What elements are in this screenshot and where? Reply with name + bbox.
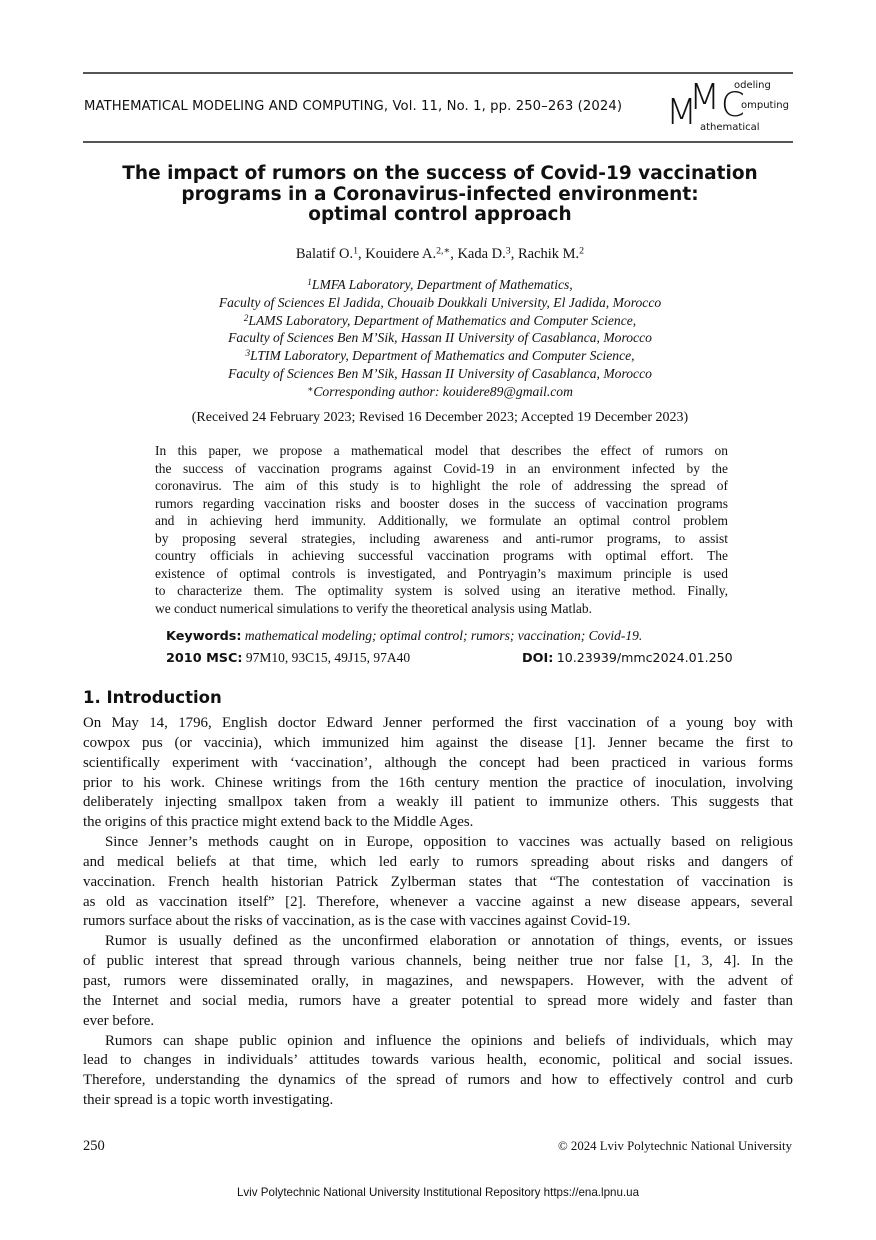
repository-footer: Lviv Polytechnic National University Institutional Repository https://ena.lpnu.ua (236, 1186, 640, 1199)
text-line: scientifically experiment with ‘vaccination’, although the concept had been practiced in various forms (83, 754, 793, 771)
text-line: as old as vaccination itself” [2]. Therefore, whenever a vaccine against a new disease appears, several (83, 893, 793, 910)
logo-word-modeling: odeling (734, 80, 771, 91)
text-line: cowpox pus (or vaccinia), which immunized him against the disease [1]. Jenner became the first to (83, 734, 793, 751)
doi-label: DOI: (522, 651, 554, 666)
keywords-label: Keywords: (166, 629, 242, 644)
author-name: Rachik M. (517, 246, 580, 262)
paragraph (83, 833, 793, 932)
affiliation-line (90, 294, 790, 312)
author-affiliation-mark: 3 (505, 245, 511, 257)
affiliation-text: Faculty of Sciences Ben M’Sik, Hassan II University of Casablanca, Morocco (228, 365, 652, 381)
title-line: The impact of rumors on the success of Covid-19 vaccination (122, 163, 758, 184)
logo-letter-m-modeling: M (689, 77, 721, 118)
affiliation-mark: 2 (243, 312, 249, 323)
text-line: deliberately injecting smallpox taken from a weakly ill patient to immunize others. This suggests that (83, 794, 793, 811)
logo-letter-c-computing: C (721, 85, 745, 125)
journal-logo (664, 78, 794, 138)
author-name: Kada D. (457, 246, 506, 262)
affiliation-text: LTIM Laboratory, Department of Mathematics and Computer Science, (250, 348, 635, 364)
text-line: and medical beliefs at that time, which led early to rumors spreading about risks and dangers of (83, 853, 793, 870)
abstract-line: coronavirus. The aim of this study is to highlight the role of addressing the spread of (155, 478, 728, 494)
logo-word-mathematical: athematical (700, 122, 760, 133)
text-line: their spread is a topic worth investigating. (83, 1092, 334, 1109)
affiliation-line (90, 329, 790, 347)
page-number: 250 (83, 1138, 105, 1154)
msc-codes (166, 650, 410, 666)
author-name: Balatif O. (295, 246, 354, 262)
text-line: lead to changes in individuals’ attitudes towards various health, economic, political and social issues. (83, 1052, 793, 1069)
text-line: the origins of this practice might extend back to the Middle Ages. (83, 814, 474, 831)
affiliation-text: LAMS Laboratory, Department of Mathematics and Computer Science, (248, 312, 637, 328)
journal-citation: MATHEMATICAL MODELING AND COMPUTING, Vol. 11, No. 1, pp. 250–263 (2024) (84, 99, 623, 114)
keywords-value: mathematical modeling; optimal control; rumors; vaccination; Covid-19. (244, 628, 643, 643)
author-affiliation-mark: 2 (579, 245, 585, 257)
abstract-line: country officials in achieving successful vaccination programs with optimal effort. The (155, 548, 728, 564)
corresponding-author (90, 383, 790, 401)
abstract-line: by proposing several strategies, including awareness and anti-rumor programs, to assist (155, 530, 728, 546)
header-rule-top (83, 72, 793, 74)
text-line: the Internet and social media, rumors have a greater potential to spread more widely and faster than (83, 992, 793, 1009)
text-line: rumors surface about the risks of vaccination, as is the case with vaccines against Covid-19. (83, 913, 631, 930)
msc-label: 2010 MSC: (166, 651, 243, 666)
affiliation-line (90, 276, 790, 294)
received-dates: (Received 24 February 2023; Revised 16 December 2023; Accepted 19 December 2023) (191, 410, 689, 425)
affiliation-text: Faculty of Sciences Ben M’Sik, Hassan II University of Casablanca, Morocco (228, 330, 652, 346)
text-line: Rumors can shape public opinion and influence the opinions and beliefs of individuals, which may (105, 1032, 793, 1049)
affiliation-line (90, 365, 790, 383)
affiliation-text: LMFA Laboratory, Department of Mathematics, (311, 277, 573, 292)
text-line: Rumor is usually defined as the unconfirmed elaboration or annotation of things, events, or issues (105, 933, 793, 950)
section-heading-introduction: 1. Introduction (83, 688, 222, 707)
author-affiliation-mark: 1 (353, 245, 358, 257)
abstract (155, 442, 728, 617)
author-separator: , (358, 246, 366, 262)
author-name: Kouidere A. (365, 246, 437, 262)
text-line: vaccination. French health historian Patrick Zylberman states that “The contestation of vaccination is (83, 873, 793, 890)
paper-title (90, 164, 790, 226)
abstract-line: the success of vaccination programs against Covid-19 in an environment infected by the (155, 460, 728, 476)
affiliation-mark: 3 (245, 348, 251, 359)
abstract-line: we conduct numerical simulations to verify the theoretical analysis using Matlab. (155, 600, 592, 616)
author-separator: , (450, 246, 458, 262)
affiliations (90, 276, 790, 401)
paragraph (83, 932, 793, 1031)
title-line: optimal control approach (308, 204, 572, 225)
doi (522, 650, 733, 666)
affiliation-mark: 1 (307, 276, 312, 287)
text-line: ever before. (83, 1012, 155, 1029)
paragraph (83, 714, 793, 833)
affiliation-text: Faculty of Sciences El Jadida, Chouaib Doukkali University, El Jadida, Morocco (218, 294, 662, 310)
author-separator: , (510, 246, 518, 262)
author-affiliation-mark: 2,∗ (436, 245, 451, 257)
text-line: of public interest that spread through various channels, being neither true nor false [1, 3, 4]. In the (83, 953, 793, 970)
logo-word-computing: omputing (741, 100, 789, 111)
abstract-line: existence of optimal controls is investigated, and Pontryagin’s maximum principle is used (155, 565, 728, 581)
abstract-line: rumors regarding vaccination risks and booster doses in the success of vaccination programs (155, 495, 728, 511)
affiliation-line (90, 312, 790, 330)
affiliation-line (90, 347, 790, 365)
introduction-body (83, 714, 793, 1111)
keywords (166, 628, 642, 644)
abstract-line: and in achieving herd immunity. Additionally, we formulate an optimal control problem (155, 513, 728, 529)
logo-letter-m-mathematical: M (666, 92, 698, 133)
text-line: On May 14, 1796, English doctor Edward Jenner performed the first vaccination of a young boy with (83, 715, 793, 731)
paragraph (83, 1032, 793, 1111)
abstract-line: to characterize them. The optimality system is solved using an iterative method. Finally, (155, 583, 728, 599)
header-rule-bottom (83, 141, 793, 143)
text-line: Therefore, understanding the dynamics of the spread of rumors and how to effectively control and curb (83, 1072, 793, 1089)
copyright-notice: © 2024 Lviv Polytechnic National University (558, 1139, 792, 1153)
affiliation-mark: ∗ (307, 383, 314, 394)
title-line: programs in a Coronavirus-infected environment: (181, 183, 699, 205)
author-list (90, 246, 790, 263)
text-line: past, rumors were disseminated orally, in magazines, and newspapers. However, with the advent of (83, 972, 793, 989)
msc-value: 97M10, 93C15, 49J15, 97A40 (245, 650, 411, 665)
corresponding-author-text: Corresponding author: kouidere89@gmail.com (313, 383, 573, 399)
text-line: Since Jenner’s methods caught on in Europe, opposition to vaccines was actually based on religious (105, 834, 793, 851)
text-line: prior to his work. Chinese writings from the 16th century mention the practice of inoculation, involving (83, 774, 793, 791)
abstract-line: In this paper, we propose a mathematical model that describes the effect of rumors on (155, 443, 728, 458)
doi-link[interactable]: 10.23939/mmc2024.01.250 (556, 650, 733, 665)
